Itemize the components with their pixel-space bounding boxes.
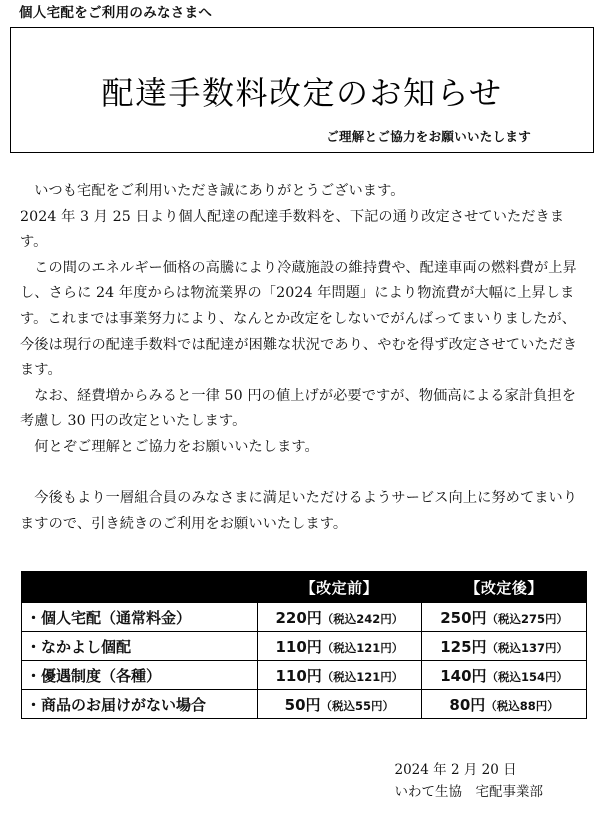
- header-before: 【改定前】: [257, 572, 422, 603]
- paragraph-spacer: [20, 461, 590, 487]
- price-after-tax: （税込137円）: [486, 640, 569, 655]
- price-after: [422, 690, 587, 719]
- price-before: [257, 690, 422, 719]
- price-after-value: 140円: [440, 666, 487, 685]
- paragraph-announcement: 2024 年 3 月 25 日より個人配達の配達手数料を、下記の通り改定させていただきます。: [20, 208, 565, 251]
- price-after-tax: （税込88円）: [485, 698, 559, 713]
- price-before-value: 220円: [275, 608, 322, 627]
- table-row: [22, 603, 587, 632]
- price-after-value: 125円: [440, 637, 487, 656]
- subtitle: ご理解とご協力をお願いいたします: [326, 129, 531, 144]
- table-row: [22, 632, 587, 661]
- price-before-tax: （税込55円）: [320, 698, 395, 713]
- price-after-tax: （税込275円）: [486, 611, 569, 626]
- row-item: ・優遇制度（各種）: [22, 661, 258, 690]
- price-before: [257, 632, 422, 661]
- price-after: [422, 603, 587, 632]
- paragraph-greeting: いつも宅配をご利用いただき誠にありがとうございます。: [34, 183, 405, 199]
- table-row: [22, 661, 587, 690]
- fee-table-header: [22, 572, 587, 603]
- audience-line: 個人宅配をご利用のみなさまへ: [19, 5, 213, 21]
- price-before-value: 50円: [284, 695, 321, 714]
- header-item: [22, 572, 258, 603]
- price-after: [422, 632, 587, 661]
- price-after-tax: （税込154円）: [486, 669, 569, 684]
- page-title: 配達手数料改定のお知らせ: [101, 74, 503, 112]
- paragraph-amount: なお、経費増からみると一律 50 円の値上げが必要ですが、物価高による家計負担を考慮し 30 円の改定といたします。: [20, 387, 577, 430]
- fee-table: [21, 571, 587, 719]
- footer: [395, 759, 544, 803]
- price-before-tax: （税込242円）: [321, 611, 404, 626]
- price-before-value: 110円: [275, 666, 322, 685]
- price-before-tax: （税込121円）: [321, 669, 404, 684]
- paragraph-reason: この間のエネルギー価格の高騰により冷蔵施設の維持費や、配達車両の燃料費が上昇し、さらに 24 年度からは物流業界の「2024 年問題」により物流費が大幅に上昇します。これまでは事業努力により、なんとか改定をしないでがんばってまいりましたが、今後は現行の配達手数料では配達が困難な状況であり、やむを得ず改定させていただきます。: [20, 259, 578, 379]
- price-before: [257, 603, 422, 632]
- price-before: [257, 661, 422, 690]
- organization-name: いわて生協 宅配事業部: [394, 784, 543, 800]
- title-box: [10, 27, 594, 153]
- price-after: [422, 661, 587, 690]
- price-before-value: 110円: [275, 637, 322, 656]
- header-after: 【改定後】: [422, 572, 587, 603]
- price-after-value: 250円: [440, 608, 487, 627]
- paragraph-closing: 今後もより一層組合員のみなさまに満足いただけるようサービス向上に努めてまいりますので、引き続きのご利用をお願いいたします。: [20, 490, 578, 532]
- row-item: ・なかよし個配: [22, 632, 258, 661]
- paragraph-request: 何とぞご理解とご協力をお願いいたします。: [34, 438, 319, 455]
- table-row: [22, 690, 587, 719]
- row-item: ・商品のお届けがない場合: [22, 690, 258, 719]
- issue-date: 2024 年 2 月 20 日: [394, 762, 517, 778]
- price-before-tax: （税込121円）: [321, 640, 404, 655]
- price-after-value: 80円: [449, 695, 486, 714]
- row-item: ・個人宅配（通常料金）: [22, 603, 258, 632]
- body-text: [20, 179, 590, 537]
